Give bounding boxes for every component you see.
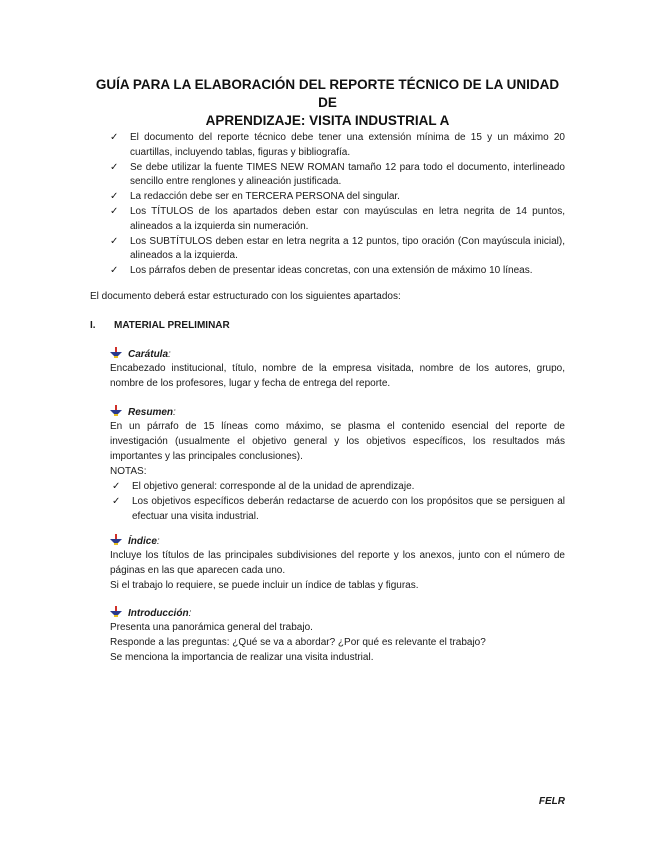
subsection-introduccion (110, 606, 565, 665)
check-icon: ✓ (110, 235, 119, 247)
format-checklist (108, 131, 565, 279)
note-text: Los objetivos específicos deberán redactarse de acuerdo con los propósitos que se persiguen al efectuar una visita industrial. (132, 496, 565, 522)
subsection-resumen (110, 405, 565, 524)
subsection-indice (110, 534, 565, 593)
checklist-text: Los TÍTULOS de los apartados deben estar con mayúsculas en letra negrita de 14 puntos, alineados a la izquierda sin numeración. (130, 206, 565, 232)
checklist-item (108, 264, 565, 279)
title-line-1: GUÍA PARA LA ELABORACIÓN DEL REPORTE TÉCNICO DE LA UNIDAD DE (95, 77, 560, 110)
section-title: MATERIAL PRELIMINAR (114, 320, 230, 331)
checklist-item (108, 205, 565, 234)
check-icon: ✓ (112, 481, 121, 492)
checklist-text: La redacción debe ser en TERCERA PERSONA del singular. (130, 191, 400, 203)
introduccion-label: Introducción (128, 608, 189, 619)
subsection-heading: Resumen: (110, 405, 565, 419)
footer-initials: FELR (538, 796, 565, 807)
section-number: I. (90, 320, 96, 331)
note-item (110, 494, 565, 524)
arrow-bullet-icon (110, 347, 122, 358)
check-icon: ✓ (112, 496, 121, 507)
caratula-label: Carátula (128, 349, 169, 360)
arrow-bullet-icon (110, 405, 122, 416)
indice-text: Incluye los títulos de las principales subdivisiones del reporte y los anexos, junto con el número de páginas en las que aparecen cada uno. (110, 550, 565, 576)
subsection-caratula (110, 347, 565, 391)
indice-label: Índice (128, 536, 157, 547)
title-line-2: APRENDIZAJE: VISITA INDUSTRIAL A (205, 113, 450, 128)
note-item (110, 479, 565, 494)
resumen-text: En un párrafo de 15 líneas como máximo, se plasma el contenido esencial del reporte de investigación (usualmente el objetivo general y los objetivos específicos, los resultados más importantes y las principales conclusiones). (110, 421, 565, 462)
check-icon: ✓ (110, 206, 119, 218)
arrow-bullet-icon (110, 534, 122, 545)
structure-intro: El documento deberá estar estructurado con los siguientes apartados: (90, 291, 401, 302)
arrow-bullet-icon (110, 606, 122, 617)
check-icon: ✓ (110, 132, 119, 143)
document-title (90, 76, 565, 130)
subsection-heading: Introducción: (110, 606, 565, 620)
checklist-text: Se debe utilizar la fuente TIMES NEW ROMAN tamaño 12 para todo el documento, interlineado sencillo entre renglones y alineación justificada. (130, 161, 565, 188)
check-icon: ✓ (110, 161, 119, 173)
checklist-item (108, 235, 565, 264)
indice-text-2: Si el trabajo lo requiere, se puede incluir un índice de tablas y figuras. (110, 580, 419, 591)
subsection-heading: Índice: (110, 534, 565, 548)
check-icon: ✓ (110, 191, 119, 203)
introduccion-line: Responde a las preguntas: ¿Qué se va a abordar? ¿Por qué es relevante el trabajo? (110, 637, 486, 648)
checklist-item (108, 131, 565, 160)
resumen-label: Resumen (128, 407, 174, 418)
notes-label: NOTAS: (110, 466, 147, 477)
checklist-text: El documento del reporte técnico debe tener una extensión mínima de 15 y un máximo 20 cuartillas, incluyendo tablas, figuras y bibliografía. (130, 132, 565, 158)
notes-list (110, 479, 565, 524)
checklist-text: Los párrafos deben de presentar ideas concretas, con una extensión de máximo 10 líneas. (130, 265, 533, 277)
subsection-heading: Carátula: (110, 347, 565, 361)
introduccion-line: Presenta una panorámica general del trabajo. (110, 622, 313, 633)
checklist-item (108, 161, 565, 190)
note-text: El objetivo general: corresponde al de la unidad de aprendizaje. (132, 481, 415, 492)
check-icon: ✓ (110, 265, 119, 277)
checklist-item (108, 190, 565, 205)
introduccion-line: Se menciona la importancia de realizar una visita industrial. (110, 652, 374, 663)
caratula-text: Encabezado institucional, título, nombre de la empresa visitada, nombre de los autores, grupo, nombre de los profesores, lugar y fecha de entrega del reporte. (110, 363, 565, 389)
section-heading (90, 319, 230, 333)
checklist-text: Los SUBTÍTULOS deben estar en letra negrita a 12 puntos, tipo oración (Con mayúscula inicial), alineados a la izquierda. (130, 235, 565, 262)
